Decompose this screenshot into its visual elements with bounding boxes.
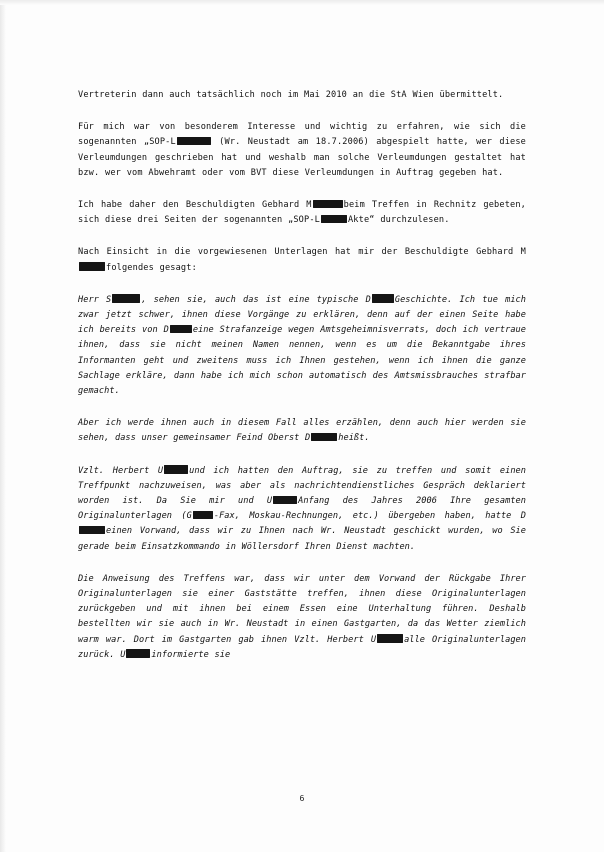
document-paragraph: Herr S , sehen sie, auch das ist eine typische D Geschichte. Ich tue mich zwar jetzt schwer, ihnen diese Vorgänge zu erklären, denn auf der einen Seite habe ich bereits von D eine Strafanzeige wegen Amtsgeheimnisverrats, doch ich vertraue ihnen, dass sie nicht meinen Namen nennen, wenn es um die Bekanntgabe ihres Informanten geht und zweitens muss ich Ihnen gestehen, wenn ich ihnen die ganze Sachlage erkläre, dann habe ich mich schon automatisch des Amtsmissbrauches strafbar gemacht. [78, 294, 527, 397]
redaction-bar [79, 526, 105, 535]
redaction-bar [311, 433, 337, 442]
redaction-bar [177, 137, 211, 146]
redaction-bar [377, 634, 403, 643]
document-paragraph: Vzlt. Herbert U und ich hatten den Auftrag, sie zu treffen und somit einen Treffpunkt nachzuweisen, was aber als nachrichtendienstliches Gespräch deklariert worden ist. Da Sie mir und U Anfang des Jahres 2006 Ihre gesamten Originalunterlagen (G -Fax, Moskau-Rechnungen, etc.) übergeben haben, hatte Deinen Vorwand, dass wir zu Ihnen nach Wr. Neustadt geschickt wurden, wo Sie gerade beim Einsatzkommando in Wöllersdorf Ihren Dienst machten. [78, 465, 527, 552]
redaction-bar [164, 465, 188, 474]
document-body [78, 88, 526, 680]
document-paragraph: Nach Einsicht in die vorgewiesenen Unterlagen hat mir der Beschuldigte Gebhard Mfolgendes gesagt: [78, 247, 526, 273]
redaction-bar [79, 262, 105, 271]
redaction-bar [321, 215, 347, 224]
document-paragraph: Vertreterin dann auch tatsächlich noch im Mai 2010 an die StA Wien übermittelt. [78, 90, 504, 100]
redaction-bar [126, 649, 150, 658]
redaction-bar [273, 496, 297, 505]
document-paragraph: Aber ich werde ihnen auch in diesem Fall alles erzählen, denn auch hier werden sie sehen, dass unser gemeinsamer Feind Oberst D heißt. [78, 418, 526, 444]
redaction-bar [170, 325, 192, 334]
scan-edge-left [0, 0, 6, 852]
page-number: 6 [299, 793, 305, 803]
document-paragraph: Für mich war von besonderem Interesse und wichtig zu erfahren, wie sich die sogenannten „SOP-L (Wr. Neustadt am 18.7.2006) abgespielt hatte, wer diese Verleumdungen geschrieben hat und weshalb man solche Verleumdungen gestaltet hat bzw. wer vom Abwehramt oder vom BVT diese Verleumdungen in Auftrag gegeben hat. [78, 122, 526, 178]
redaction-bar [313, 200, 343, 209]
document-paragraph: Die Anweisung des Treffens war, dass wir unter dem Vorwand der Rückgabe Ihrer Originalunterlagen sie einer Gaststätte treffen, ihnen diese Originalunterlagen zurückgeben und mit ihnen bei einem Essen eine Unterhaltung führen. Deshalb bestellten wir sie auch in Wr. Neustadt in einen Gastgarten, da das Wetter ziemlich warm war. Dort im Gastgarten gab ihnen Vzlt. Herbert U alle Originalunterlagen zurück. U informierte sie [78, 573, 526, 660]
redaction-bar [193, 511, 213, 520]
redaction-bar [112, 294, 140, 303]
document-paragraph: Ich habe daher den Beschuldigten Gebhard M beim Treffen in Rechnitz gebeten, sich diese drei Seiten der sogenannten „SOP-L Akte“ durchzulesen. [78, 200, 526, 226]
scan-edge-top [0, 0, 604, 5]
redaction-bar [372, 294, 394, 303]
